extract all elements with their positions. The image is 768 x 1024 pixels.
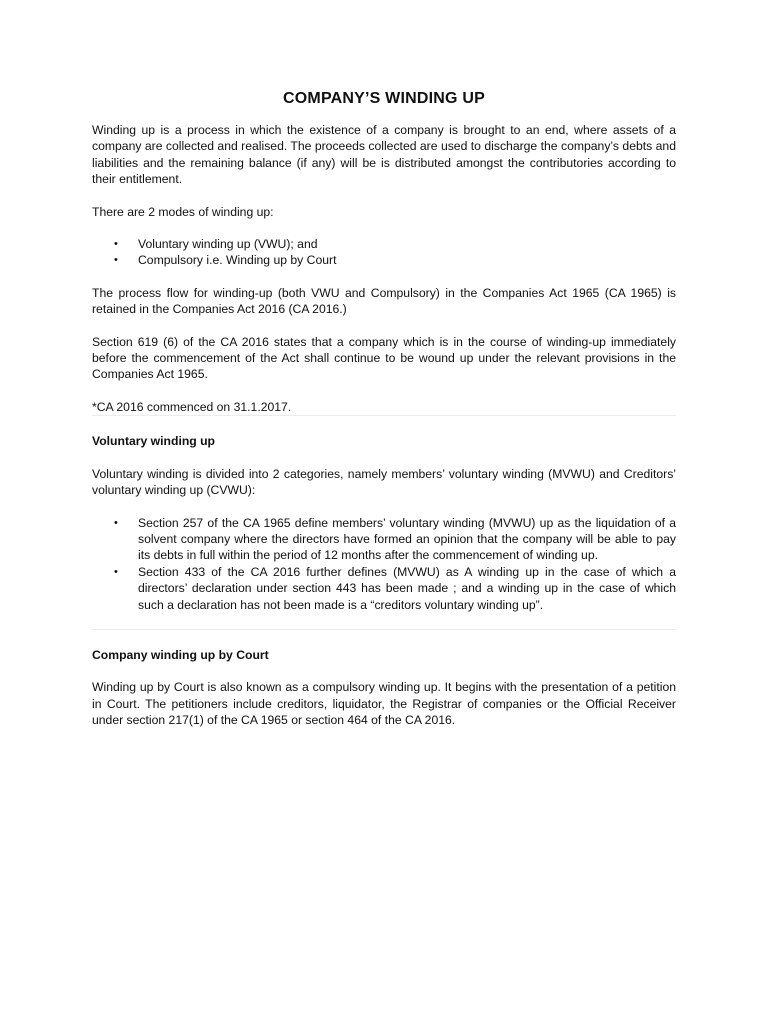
- voluntary-paragraph: Voluntary winding is divided into 2 categories, namely members’ voluntary winding (MVWU) and Creditors’ voluntary winding up (CVWU):: [92, 466, 676, 498]
- document-body: [92, 90, 676, 729]
- court-paragraph: Winding up by Court is also known as a compulsory winding up. It begins with the presentation of a petition in Court. The petitioners include creditors, liquidator, the Registrar of companies or the Official Receiver under section 217(1) of the CA 1965 or section 464 of the CA 2016.: [92, 680, 676, 728]
- bullet-icon: •: [114, 254, 118, 267]
- commenced-note: *CA 2016 commenced on 31.1.2017.: [92, 399, 292, 414]
- court-heading: Company winding up by Court: [92, 647, 269, 662]
- voluntary-list: [92, 515, 676, 613]
- modes-list: [92, 236, 676, 269]
- intro-paragraph: Winding up is a process in which the existence of a company is brought to an end, where assets of a company are collected and realised. The proceeds collected are used to discharge the company’s debts and liabilities and the remaining balance (if any) will be is distributed amongst the contributories according to their entitlement.: [92, 123, 676, 187]
- list-item: [92, 564, 676, 613]
- bullet-icon: •: [114, 565, 118, 578]
- bullet-icon: •: [114, 238, 118, 251]
- list-item: [92, 252, 676, 268]
- list-item: [92, 236, 676, 252]
- section-619-paragraph: Section 619 (6) of the CA 2016 states that a company which is in the course of winding-up immediately before the commencement of the Act shall continue to be wound up under the relevant provisions in the Companies Act 1965.: [92, 334, 676, 382]
- list-item-text: Section 433 of the CA 2016 further defines (MVWU) as A winding up in the case of which a directors’ declaration under section 443 has been made ; and a winding up in the case of which such a declaration has not been made is a “creditors voluntary winding up”.: [138, 564, 676, 612]
- process-flow-paragraph: The process flow for winding-up (both VWU and Compulsory) in the Companies Act 1965 (CA 1965) is retained in the Companies Act 2016 (CA 2016.): [92, 285, 676, 317]
- list-item-text: Compulsory i.e. Winding up by Court: [138, 253, 337, 268]
- bullet-icon: •: [114, 516, 118, 529]
- list-item-text: Voluntary winding up (VWU); and: [138, 237, 318, 252]
- list-item: [92, 515, 676, 564]
- modes-lead: There are 2 modes of winding up:: [92, 204, 274, 219]
- voluntary-heading: Voluntary winding up: [92, 434, 215, 449]
- list-item-text: Section 257 of the CA 1965 define members’ voluntary winding (MVWU) up as the liquidation of a solvent company where the directors have formed an opinion that the company will be able to pay its debts in full within the period of 12 months after the commencement of winding up.: [138, 515, 676, 563]
- document-title: COMPANY’S WINDING UP: [283, 90, 485, 107]
